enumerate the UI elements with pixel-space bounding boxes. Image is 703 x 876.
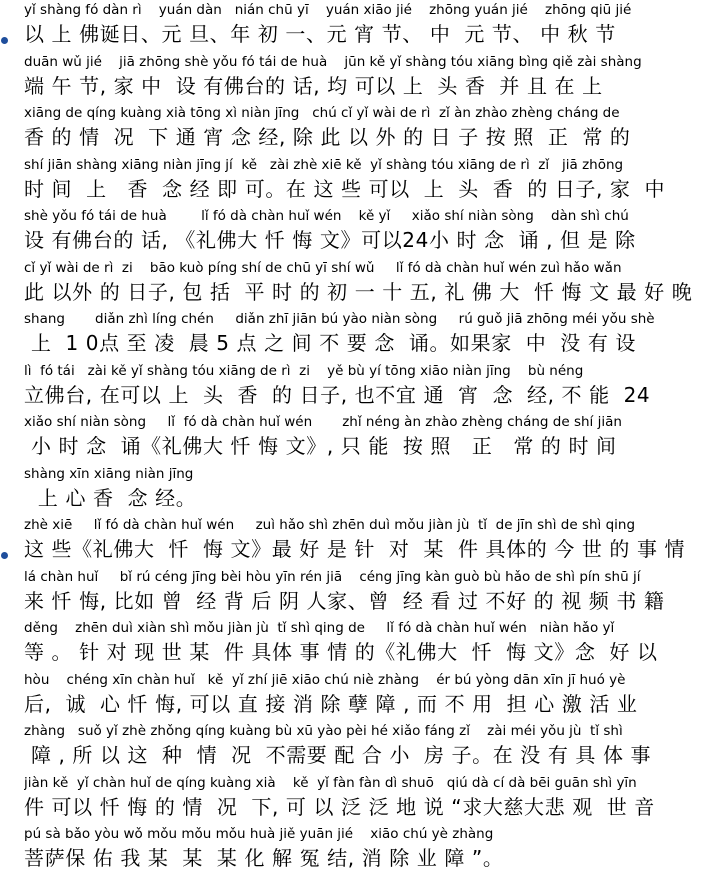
bullet-icon	[1, 552, 8, 559]
text-line	[24, 361, 701, 413]
text-line	[24, 773, 701, 825]
text-line	[24, 206, 701, 258]
hanzi-line: 此 以外 的 日子, 包 括 平 时 的 初 一 十 五, 礼 佛 大 忏 悔 文 最 好 晚	[24, 279, 693, 304]
text-line	[24, 309, 701, 361]
hanzi-line: 等 。 针 对 现 世 某 件 具体 事 情 的《礼佛大 忏 悔 文》念 好 以	[24, 640, 658, 664]
hanzi-line: 件 可以 忏 悔 的 情 况 下, 可 以 泛 泛 地 说 “求大慈大悲 观 世 音	[24, 794, 655, 819]
text-line	[24, 670, 701, 722]
pinyin-line: xiāng de qíng kuàng xià tōng xì niàn jīng chú cǐ yǐ wài de rì zǐ àn zhào zhèng cháng de	[24, 105, 620, 121]
pinyin-line: lá chàn huǐ bǐ rú céng jīng bèi hòu yīn rén jiā céng jīng kàn guò bù hǎo de shì pín shū jí	[24, 568, 641, 585]
pinyin-line: děng zhēn duì xiàn shì mǒu jiàn jù tǐ shì qing de lǐ fó dà chàn huǐ wén niàn hǎo yǐ	[24, 620, 615, 636]
hanzi-line: 端 午 节, 家 中 设 有佛台的 话, 均 可以 上 头 香 并 且 在 上	[24, 73, 603, 98]
bullet-icon	[1, 37, 8, 44]
pinyin-line: hòu chéng xīn chàn huǐ kě yǐ zhí jiē xiāo chú niè zhàng ér bú yòng dān xīn jī huó yè	[24, 671, 626, 688]
text-line	[24, 721, 701, 773]
text-line	[24, 824, 701, 876]
pinyin-line: zhàng suǒ yǐ zhè zhǒng qíng kuàng bù xū yào pèi hé xiǎo fáng zǐ zài méi yǒu jù tǐ shì	[24, 723, 623, 739]
text-line	[24, 0, 701, 52]
text-line	[24, 618, 701, 670]
hanzi-line: 这 些《礼佛大 忏 悔 文》最 好 是 针 对 某 件 具体的 今 世 的 事 情	[24, 537, 686, 561]
hanzi-line: 后, 诚 心 忏 悔, 可以 直 接 消 除 孽 障 , 而 不 用 担 心 激 活 业	[24, 691, 638, 716]
hanzi-line: 时 间 上 香 念 经 即 可。在 这 些 可以 上 头 香 的 日子, 家 中	[24, 176, 666, 201]
hanzi-line: 立佛台, 在可以 上 头 香 的 日子, 也不宜 通 宵 念 经, 不 能 24	[24, 382, 651, 407]
hanzi-line: 设 有佛台的 话, 《礼佛大 忏 悔 文》可以24小 时 念 诵 , 但 是 除	[24, 228, 636, 252]
hanzi-line: 障 , 所 以 这 种 情 况 不需要 配 合 小 房 子。在 没 有 具 体 事	[24, 743, 652, 767]
pinyin-line: xiǎo shí niàn sòng lǐ fó dà chàn huǐ wén zhǐ néng àn zhào zhèng cháng de shí jiān	[24, 414, 622, 430]
hanzi-line: 香 的 情 况 下 通 宵 念 经, 除 此 以 外 的 日 子 按 照 正 常 的	[24, 125, 631, 149]
pinyin-line: shè yǒu fó tái de huà lǐ fó dà chàn huǐ wén kě yǐ xiǎo shí niàn sòng dàn shì chú	[24, 208, 629, 224]
pinyin-line: zhè xiē lǐ fó dà chàn huǐ wén zuì hǎo shì zhēn duì mǒu jiàn jù tǐ de jīn shì de shì qing	[24, 517, 636, 533]
pinyin-line: pú sà bǎo yòu wǒ mǒu mǒu mǒu huà jiě yuān jié xiāo chú yè zhàng	[24, 826, 494, 842]
pinyin-line: jiàn kě yǐ chàn huǐ de qíng kuàng xià kě yǐ fàn fàn dì shuō qiú dà cí dà bēi guān shì yīn	[24, 774, 637, 791]
pinyin-line: shàng xīn xiāng niàn jīng	[24, 465, 194, 482]
pinyin-line: duān wǔ jié jiā zhōng shè yǒu fó tái de huà jūn kě yǐ shàng tóu xiāng bìng qiě zài shàng	[24, 53, 642, 70]
text-line	[24, 567, 701, 619]
hanzi-line: 以 上 佛诞日、元 旦、年 初 一、元 宵 节、 中 元 节、 中 秋 节	[24, 22, 616, 46]
text-line	[24, 515, 701, 567]
text-line	[24, 412, 701, 464]
hanzi-line: 上 1 0点 至 凌 晨 5 点 之 间 不 要 念 诵。如果家 中 没 有 设	[24, 331, 636, 355]
pinyin-line: shang diǎn zhì líng chén diǎn zhī jiān bú yào niàn sòng rú guǒ jiā zhōng méi yǒu shè	[24, 311, 655, 327]
text-line	[24, 52, 701, 104]
hanzi-line: 上 心 香 念 经。	[24, 485, 197, 510]
pinyin-line: shí jiān shàng xiāng niàn jīng jí kě zài zhè xiē kě yǐ shàng tóu xiāng de rì zǐ jiā zhōng	[24, 156, 624, 173]
text-line	[24, 464, 701, 516]
hanzi-line: 来 忏 悔, 比如 曾 经 背 后 阴 人家、曾 经 看 过 不好 的 视 频 书 籍	[24, 588, 665, 613]
pinyin-line: lì fó tái zài kě yǐ shàng tóu xiāng de rì zi yě bù yí tōng xiāo niàn jīng bù néng	[24, 362, 584, 379]
text-line	[24, 103, 701, 155]
text-line	[24, 155, 701, 207]
text-line	[24, 258, 701, 310]
pinyin-line: yǐ shàng fó dàn rì yuán dàn nián chū yī yuán xiāo jié zhōng yuán jié zhōng qiū jié	[24, 2, 632, 18]
hanzi-line: 小 时 念 诵《礼佛大 忏 悔 文》, 只 能 按 照 正 常 的 时 间	[24, 434, 617, 458]
hanzi-line: 菩萨保 佑 我 某 某 某 化 解 冤 结, 消 除 业 障 ”。	[24, 846, 504, 870]
pinyin-line: cǐ yǐ wài de rì zi bāo kuò píng shí de chū yī shí wǔ lǐ fó dà chàn huǐ wén zuì hǎo wǎn	[24, 259, 622, 276]
paragraph-2	[0, 515, 703, 876]
